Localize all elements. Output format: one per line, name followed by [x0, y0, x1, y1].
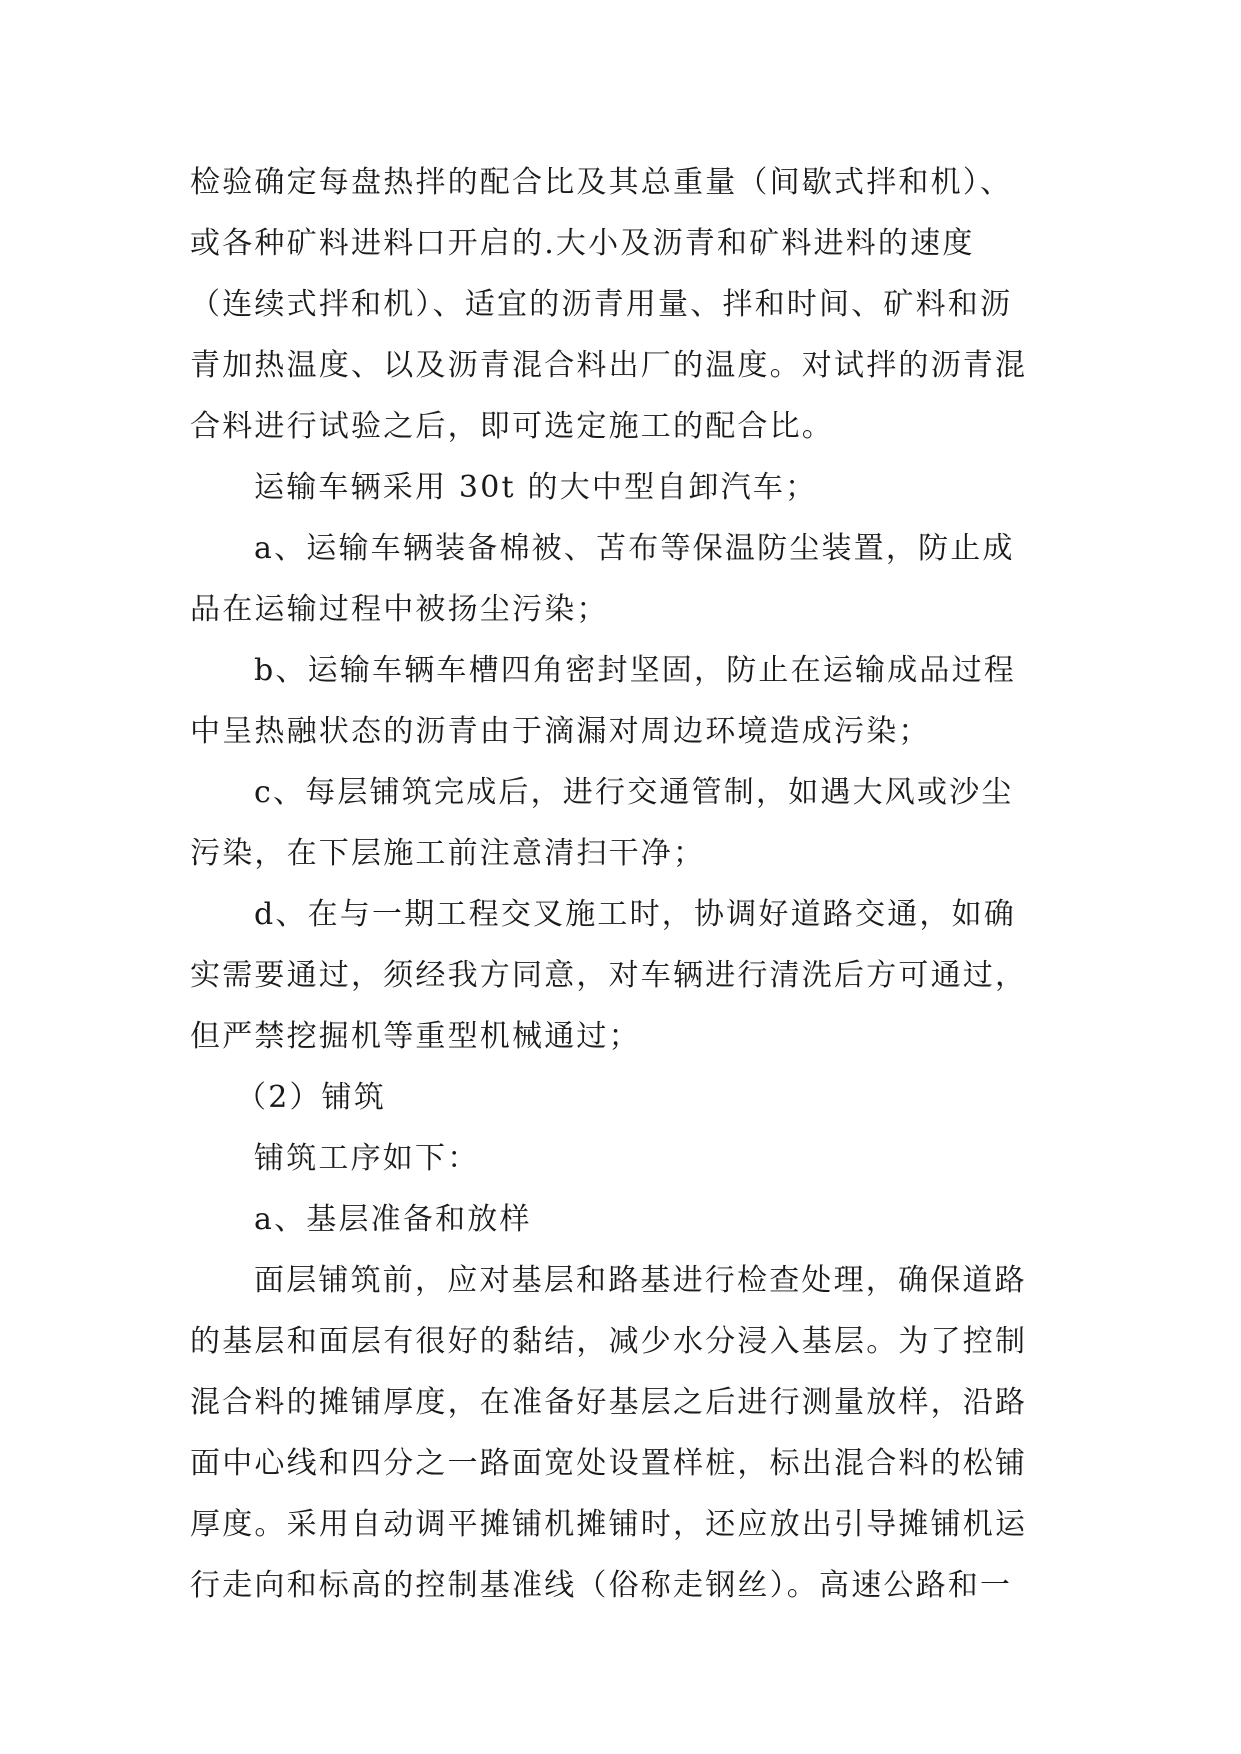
paragraph-start: 面层铺筑前，应对基层和路基进行检查处理，确保道路 — [254, 1263, 1027, 1298]
text-line: 青加热温度、以及沥青混合料出厂的温度。对试拌的沥青混 — [190, 348, 1028, 383]
text-line: 但严禁挖掘机等重型机械通过； — [190, 1019, 641, 1054]
text-line: 的基层和面层有很好的黏结，减少水分浸入基层。为了控制 — [190, 1324, 1028, 1359]
text-line: 实需要通过，须经我方同意，对车辆进行清洗后方可通过， — [190, 958, 1028, 993]
text-line: 面中心线和四分之一路面宽处设置样桩，标出混合料的松铺 — [190, 1446, 1028, 1481]
body-text — [190, 152, 1050, 1616]
text-line: 或各种矿料进料口开启的.大小及沥青和矿料进料的速度 — [190, 226, 975, 261]
list-item-c: c、每层铺筑完成后，进行交通管制，如遇大风或沙尘 — [254, 775, 1014, 810]
text-line: 混合料的摊铺厚度，在准备好基层之后进行测量放样，沿路 — [190, 1385, 1028, 1420]
text-line: 品在运输过程中被扬尘污染； — [190, 592, 609, 627]
section-heading: （2）铺筑 — [236, 1080, 387, 1115]
text-line: （连续式拌和机）、适宜的沥青用量、拌和时间、矿料和沥 — [190, 287, 1013, 322]
text-line: 合料进行试验之后，即可选定施工的配合比。 — [190, 409, 834, 444]
subsection-heading: a、基层准备和放样 — [254, 1202, 532, 1237]
text-line: 中呈热融状态的沥青由于滴漏对周边环境造成污染； — [190, 714, 931, 749]
text-line: 污染，在下层施工前注意清扫干净； — [190, 836, 706, 871]
paragraph-start: 运输车辆采用 30t 的大中型自卸汽车； — [254, 470, 818, 505]
text-line: 厚度。采用自动调平摊铺机摊铺时，还应放出引导摊铺机运 — [190, 1507, 1028, 1542]
list-item-a: a、运输车辆装备棉被、苫布等保温防尘装置，防止成 — [254, 531, 1015, 566]
list-item-d: d、在与一期工程交叉施工时，协调好道路交通，如确 — [254, 897, 1017, 932]
text-line: 行走向和标高的控制基准线（俗称走钢丝）。高速公路和一 — [190, 1568, 1013, 1603]
list-item-b: b、运输车辆车槽四角密封坚固，防止在运输成品过程 — [254, 653, 1017, 688]
text-line: 检验确定每盘热拌的配合比及其总重量（间歇式拌和机）、 — [190, 165, 1013, 200]
paragraph-start: 铺筑工序如下： — [254, 1141, 480, 1176]
